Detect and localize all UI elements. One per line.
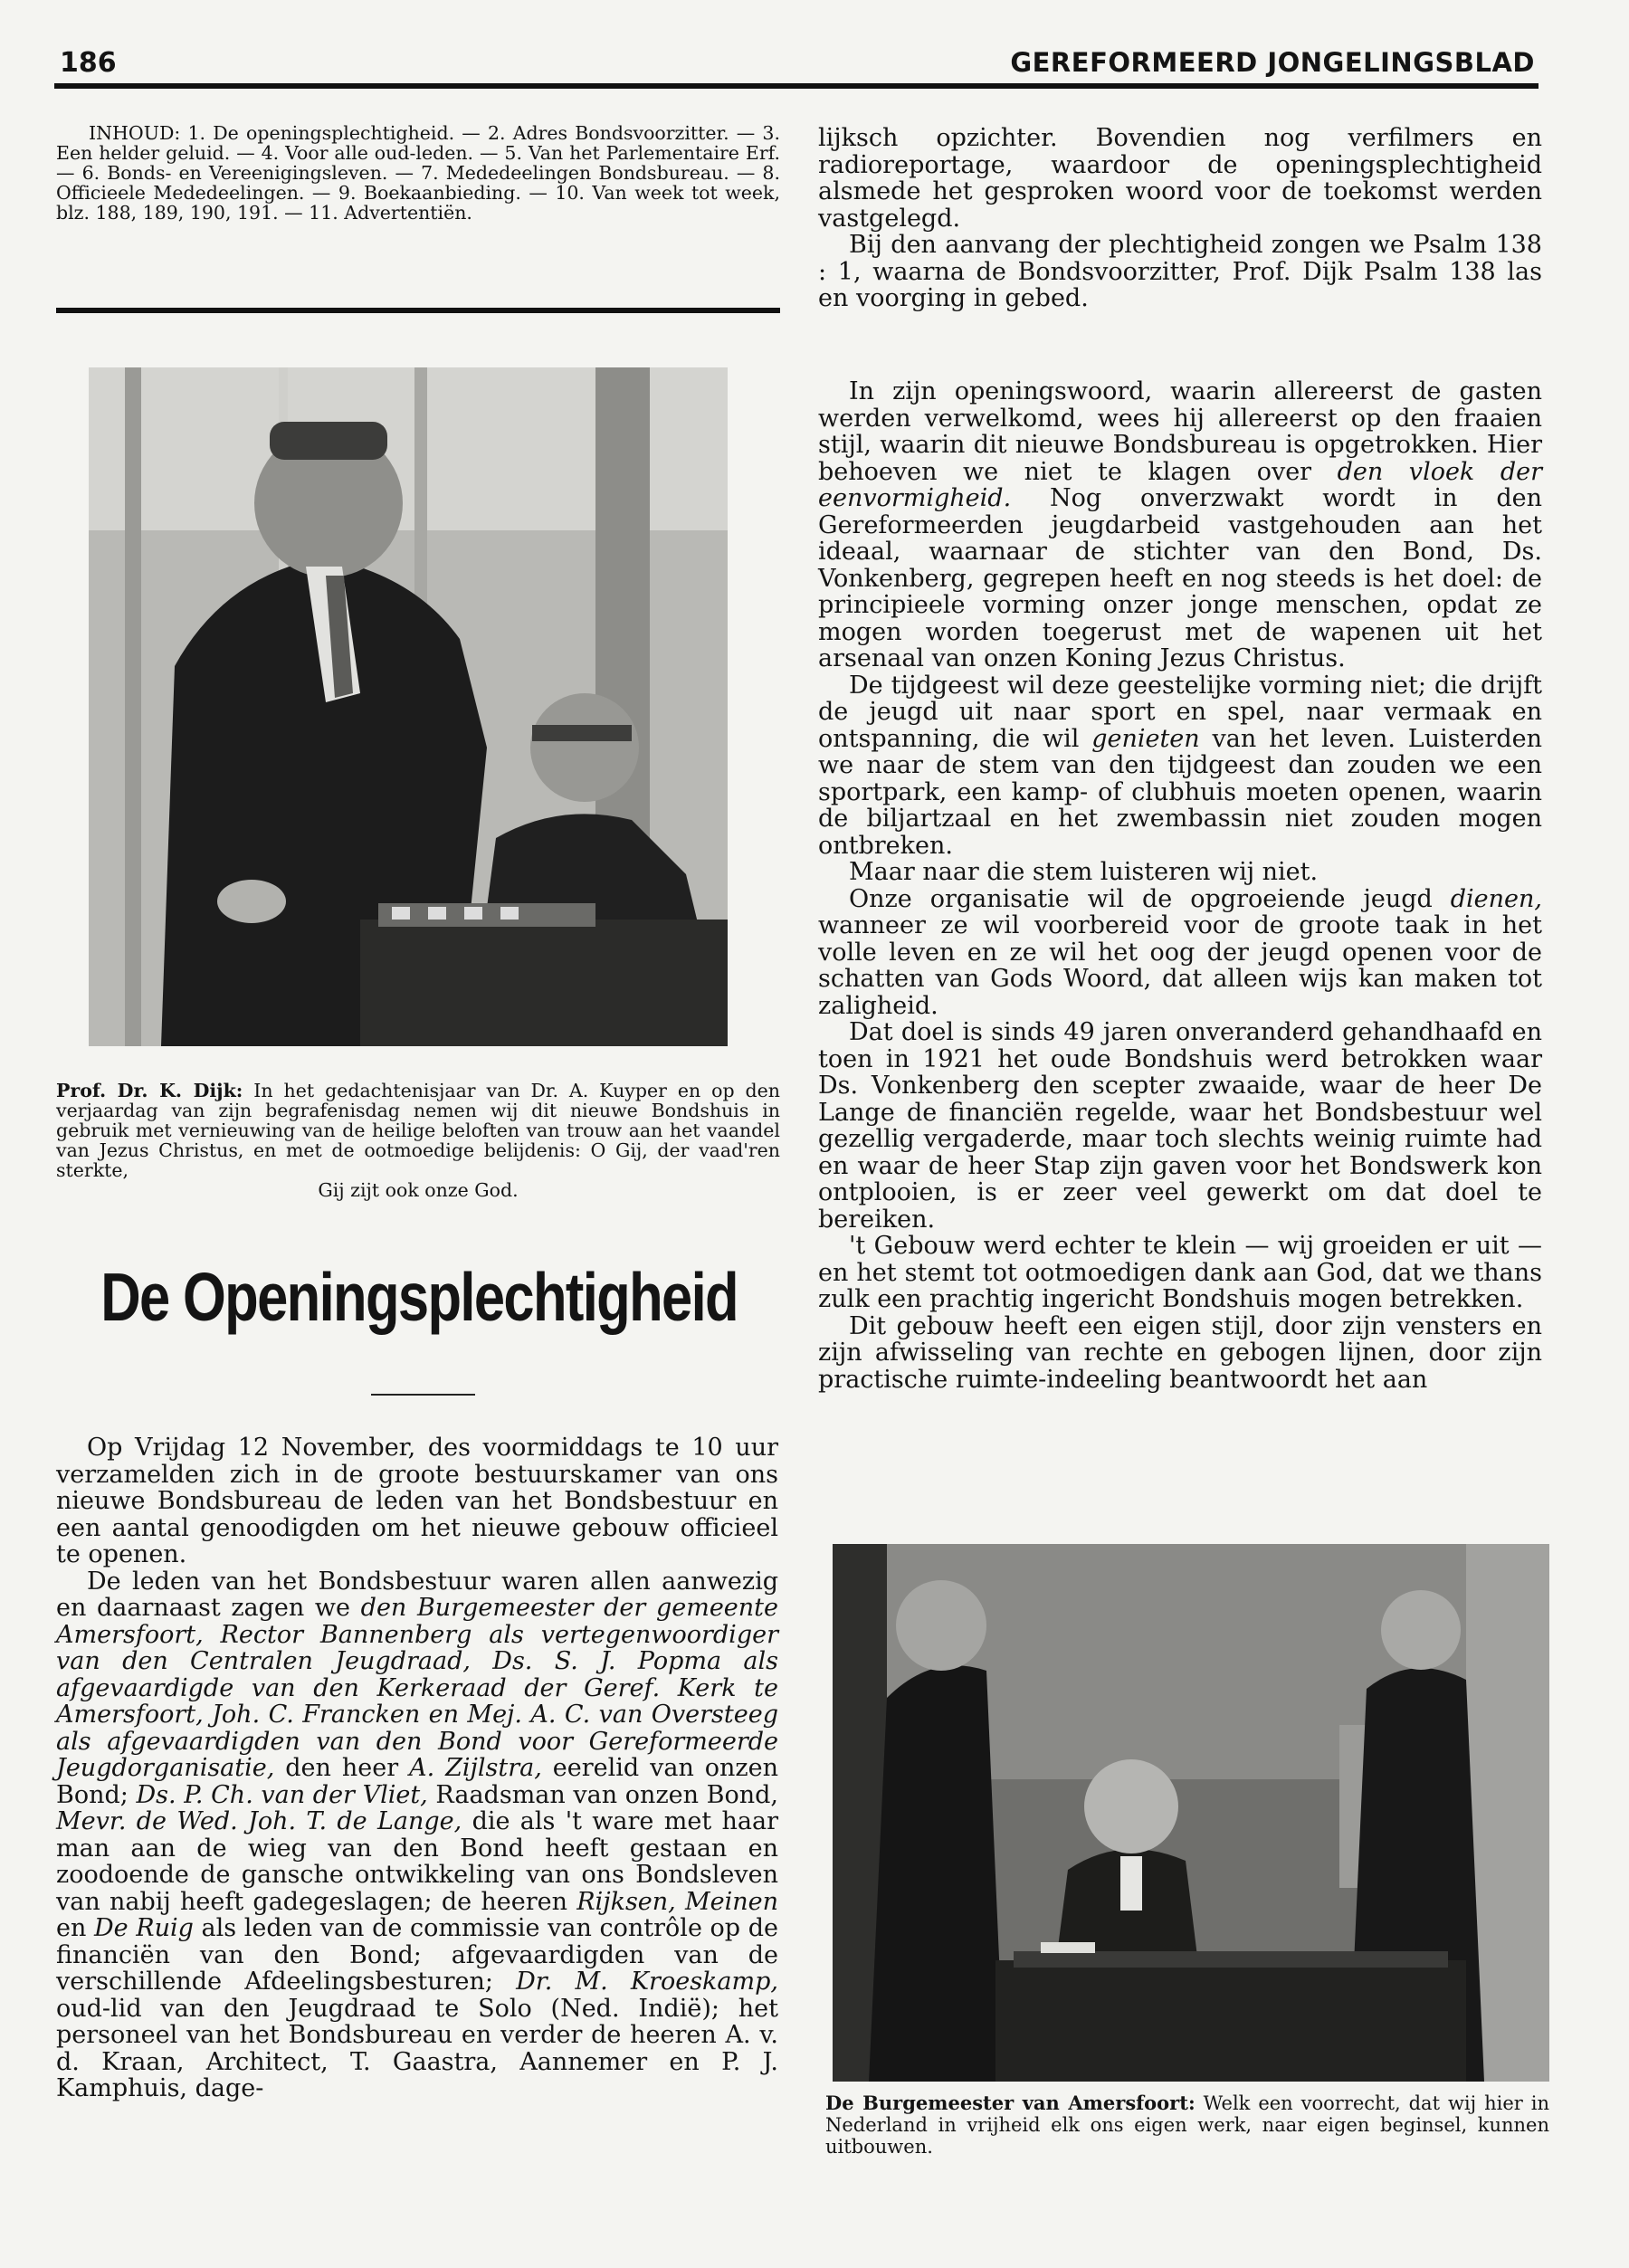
text-run: die als 't ware met haar man aan de wieg van den Bond heeft gestaan en zoodoende de gansche ontwikkeling van ons Bondsleven van nabij heeft gadegeslagen; de heeren	[56, 1807, 778, 1916]
text-run: In zijn openingswoord, waarin allereerst de gasten werden verwelkomd, wees hij allereerst op den fraaien stijl, waarin dit nieuwe Bondsbureau is opgetrokken. Hier behoeven we niet te klagen over	[818, 377, 1542, 486]
italic-run: Mevr. de Wed. Joh. T. de Lange,	[56, 1807, 462, 1835]
caption-text: In het gedachtenisjaar van Dr. A. Kuyper en op den verjaardag van zijn begrafenisdag nemen wij dit nieuwe Bondshuis in gebruik met vernieuwing van de heilige beloften van trouw aan het vaandel van Jezus Christus, en met de ootmoedige belijdenis: O Gij, der vaad'ren sterkte,	[56, 1080, 780, 1181]
left-column-top	[56, 109, 780, 223]
caption-last-line: Gij zijt ook onze God.	[318, 1179, 519, 1201]
paragraph: lijksch opzichter. Bovendien nog verfilmers en radioreportage, waardoor de openingsplechtigheid alsmede het gesproken woord voor de toekomst werden vastgelegd.	[818, 124, 1542, 233]
caption-lead: De Burgemeester van Amersfoort:	[825, 2092, 1196, 2114]
article-body-right-top	[818, 125, 1542, 312]
contents-rule	[56, 308, 780, 313]
text-run: Raadsman van onzen Bond,	[427, 1780, 779, 1809]
text-run: als leden van de commissie van contrôle op de financiën van den Bond; afgevaardigden van de verschillende Afdeelingsbesturen;	[56, 1914, 778, 1996]
paragraph	[818, 378, 1542, 672]
text-run: van het leven. Luisterden we naar de stem van den tijdgeest dan zouden we een sportpark, een kamp- of clubhuis moeten openen, waarin de biljartzaal en het zwembassin niet zouden mogen ontbreken.	[818, 724, 1542, 860]
paragraph	[818, 672, 1542, 860]
text-run: eerelid van onzen Bond;	[56, 1754, 779, 1809]
paragraph	[56, 1568, 778, 2102]
header-rule	[54, 83, 1538, 89]
italic-run: Dr. M. Kroeskamp,	[516, 1968, 778, 1996]
italic-run: den vloek der eenvormigheid.	[818, 457, 1542, 512]
italic-run: genieten	[1091, 724, 1200, 753]
photo-meeting	[833, 1544, 1549, 2082]
paragraph	[818, 886, 1542, 1020]
italic-run: De Ruig	[94, 1914, 194, 1942]
page-number: 186	[60, 47, 117, 79]
photo-caption-speaker	[56, 1081, 780, 1200]
italic-run: dienen,	[1450, 884, 1542, 913]
text-run: en	[56, 1914, 95, 1942]
italic-run: den Burgemeester der gemeente Amersfoort, Rector Bannenberg als vertegenwoordiger van den Centralen Jeugdraad, Ds. S. J. Popma als afgevaardigde van den Kerkeraad der Geref. Kerk te Amersfoort, Joh. C. Francken en Mej. A. C. van Oversteeg als afgevaardigden van den Bond voor Gereformeerde Jeugdorganisatie,	[56, 1594, 778, 1782]
paragraph: Dit gebouw heeft een eigen stijl, door zijn vensters en zijn afwisseling van rechte en gebogen lijnen, door zijn practische ruimte-indeeling beantwoordt het aan	[818, 1311, 1542, 1394]
text-run: wanneer ze wil voorbereid voor de groote taak in het volle leven en ze wil het oog der jeugd openen voor de schatten van Gods Woord, dat alleen wijs kan maken tot zaligheid.	[818, 911, 1542, 1020]
text-run: De leden van het Bondsbestuur waren allen aanwezig en daarnaast zagen we	[56, 1567, 778, 1622]
text-run: De tijdgeest wil deze geestelijke vorming niet; die drijft de jeugd uit naar sport en spel, naar vermaak en ontspanning, die wil	[818, 671, 1542, 753]
journal-title: GEREFORMEERD JONGELINGSBLAD	[1010, 47, 1535, 78]
caption-lead: Prof. Dr. K. Dijk:	[56, 1080, 243, 1101]
photo-meeting-icon	[833, 1544, 1549, 2082]
text-run: Onze organisatie wil de opgroeiende jeugd	[849, 884, 1451, 913]
caption-text: Welk een voorrecht, dat wij hier in Nederland in vrijheid elk ons eigen werk, naar eigen beginsel, kunnen uitbouwen.	[825, 2092, 1549, 2158]
article-headline: De Openingsplechtigheid	[100, 1259, 738, 1335]
page-header	[54, 40, 1538, 87]
text-run: oud-lid van den Jeugdraad te Solo (Ned. Indië); het personeel van het Bondsbureau en verder de heeren A. v. d. Kraan, Architect, T. Gaastra, Aannemer en P. J. Kamphuis, dage-	[56, 1994, 778, 2102]
italic-run: Ds. P. Ch. van der Vliet,	[136, 1780, 428, 1809]
italic-run: A. Zijlstra,	[409, 1754, 542, 1782]
table-of-contents: INHOUD: 1. De openingsplechtigheid. — 2. Adres Bondsvoorzitter. — 3. Een helder geluid. — 4. Voor alle oud-leden. — 5. Van het Parlementaire Erf. — 6. Bonds- en Vereenigingsleven. — 7. Mededeelingen Bondsbureau. — 8. Officieele Mededeelingen. — 9. Boekaanbieding. — 10. Van week tot week, blz. 188, 189, 190, 191. — 11. Advertentiën.	[56, 122, 780, 224]
italic-run: Rijksen, Meinen	[576, 1887, 779, 1916]
paragraph: Op Vrijdag 12 November, des voormiddags te 10 uur verzamelden zich in de groote bestuurskamer van ons nieuwe Bondsbureau de leden van het Bondsbestuur en een aantal genoodigden om het nieuwe gebouw officieel te openen.	[56, 1434, 778, 1568]
photo-speaker	[89, 367, 728, 1046]
photo-speaker-icon	[89, 367, 728, 1046]
article-body-left	[56, 1434, 778, 2102]
paragraph: 't Gebouw werd echter te klein — wij groeiden er uit — en het stemt tot ootmoedigen dank aan God, dat we thans zulk een prachtig ingericht Bondshuis mogen betrekken.	[818, 1232, 1542, 1313]
paragraph: Dat doel is sinds 49 jaren onveranderd gehandhaafd en toen in 1921 het oude Bondshuis werd betrokken waar Ds. Vonkenberg den scepter zwaaide, waar de heer De Lange de financiën regelde, waar het Bondsbestuur wel gezellig vergaderde, maar toch slechts weinig ruimte had en waar de heer Stap zijn gaven voor het Bondswerk kon ontplooien, is er zeer veel gewerkt om dat doel te bereiken.	[818, 1018, 1542, 1234]
headline-rule	[371, 1394, 475, 1396]
paragraph: Bij den aanvang der plechtigheid zongen we Psalm 138 : 1, waarna de Bondsvoorzitter, Prof. Dijk Psalm 138 las en voorging in gebed.	[818, 231, 1542, 312]
photo-caption-meeting	[825, 2092, 1549, 2158]
text-run: Nog onverzwakt wordt in den Gereformeerden jeugdarbeid vastgehouden aan het ideaal, waarnaar de stichter van den Bond, Ds. Vonkenberg, gegrepen heeft en nog steeds is het doel: de principieele vorming onzer jonge menschen, opdat ze mogen worden toegerust met de wapenen uit het arsenaal van onzen Koning Jezus Christus.	[818, 484, 1542, 672]
text-run: den heer	[274, 1754, 410, 1782]
article-body-right	[818, 378, 1542, 1393]
paragraph: Maar naar die stem luisteren wij niet.	[849, 858, 1319, 886]
